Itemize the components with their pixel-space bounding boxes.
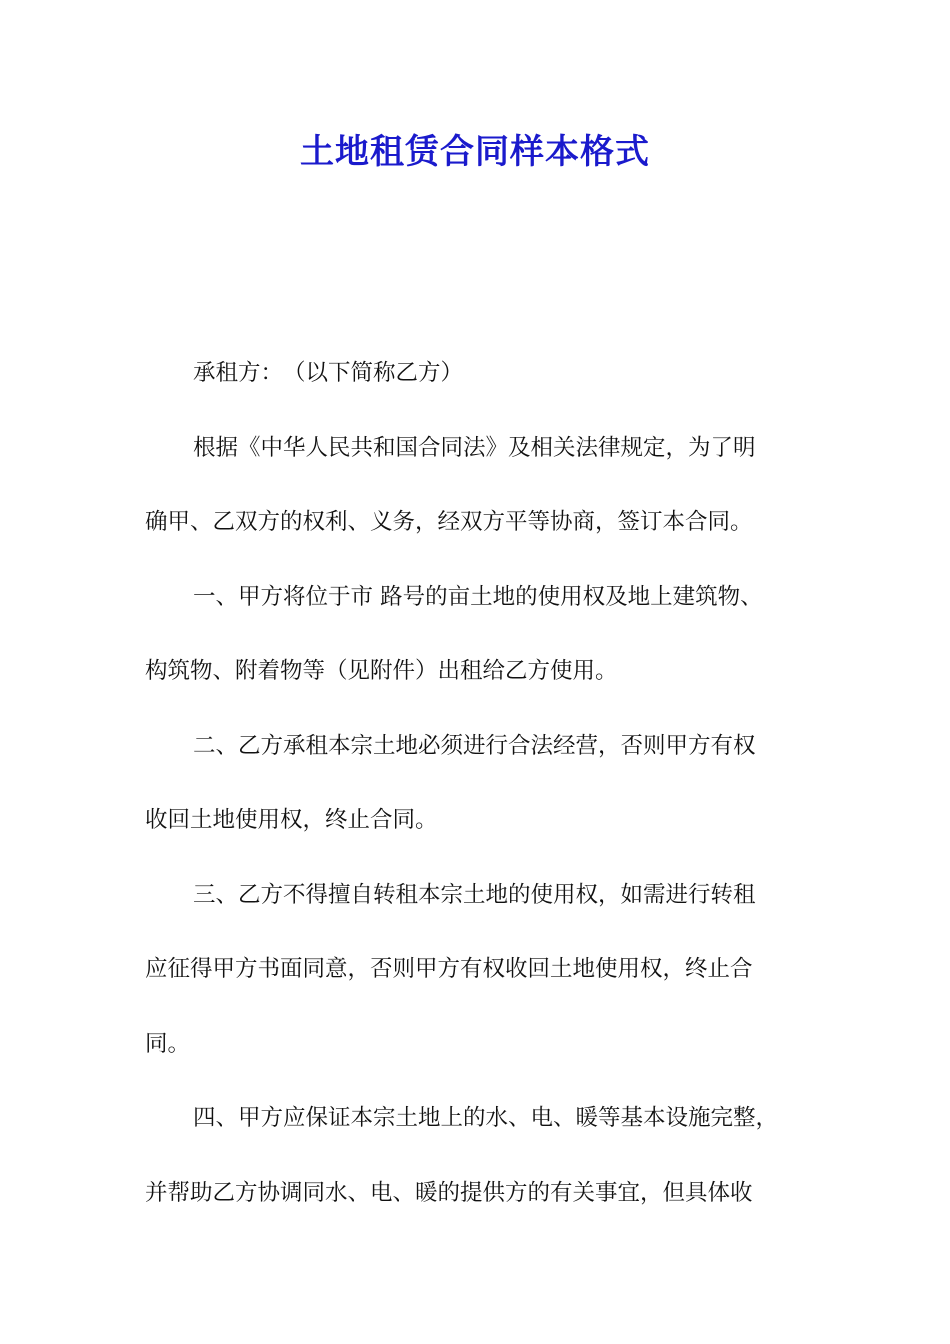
paragraph-line: 承租方： （以下简称乙方） bbox=[193, 360, 464, 386]
document-title: 土地租赁合同样本格式 bbox=[300, 132, 650, 172]
paragraph-line: 四、甲方应保证本宗土地上的水、电、暖等基本设施完整， bbox=[193, 1105, 779, 1131]
paragraph-line: 应征得甲方书面同意，否则甲方有权收回土地使用权，终止合 bbox=[145, 956, 753, 982]
paragraph-line: 确甲、乙双方的权利、义务，经双方平等协商，签订本合同。 bbox=[145, 509, 753, 535]
paragraph-line: 构筑物、附着物等（见附件）出租给乙方使用。 bbox=[145, 658, 618, 684]
paragraph-line: 并帮助乙方协调同水、电、暖的提供方的有关事宜，但具体收 bbox=[145, 1179, 753, 1206]
paragraph-line: 根据《中华人民共和国合同法》及相关法律规定，为了明 bbox=[193, 434, 756, 461]
paragraph-line: 二、乙方承租本宗土地必须进行合法经营，否则甲方有权 bbox=[193, 732, 756, 759]
paragraph-line: 收回土地使用权，终止合同。 bbox=[145, 807, 438, 833]
paragraph-line: 一、甲方将位于市 路号的亩土地的使用权及地上建筑物、 bbox=[193, 583, 763, 610]
document-body bbox=[145, 336, 825, 1230]
paragraph-line: 同。 bbox=[145, 1030, 191, 1057]
paragraph-line: 三、乙方不得擅自转租本宗土地的使用权，如需进行转租 bbox=[193, 881, 756, 908]
